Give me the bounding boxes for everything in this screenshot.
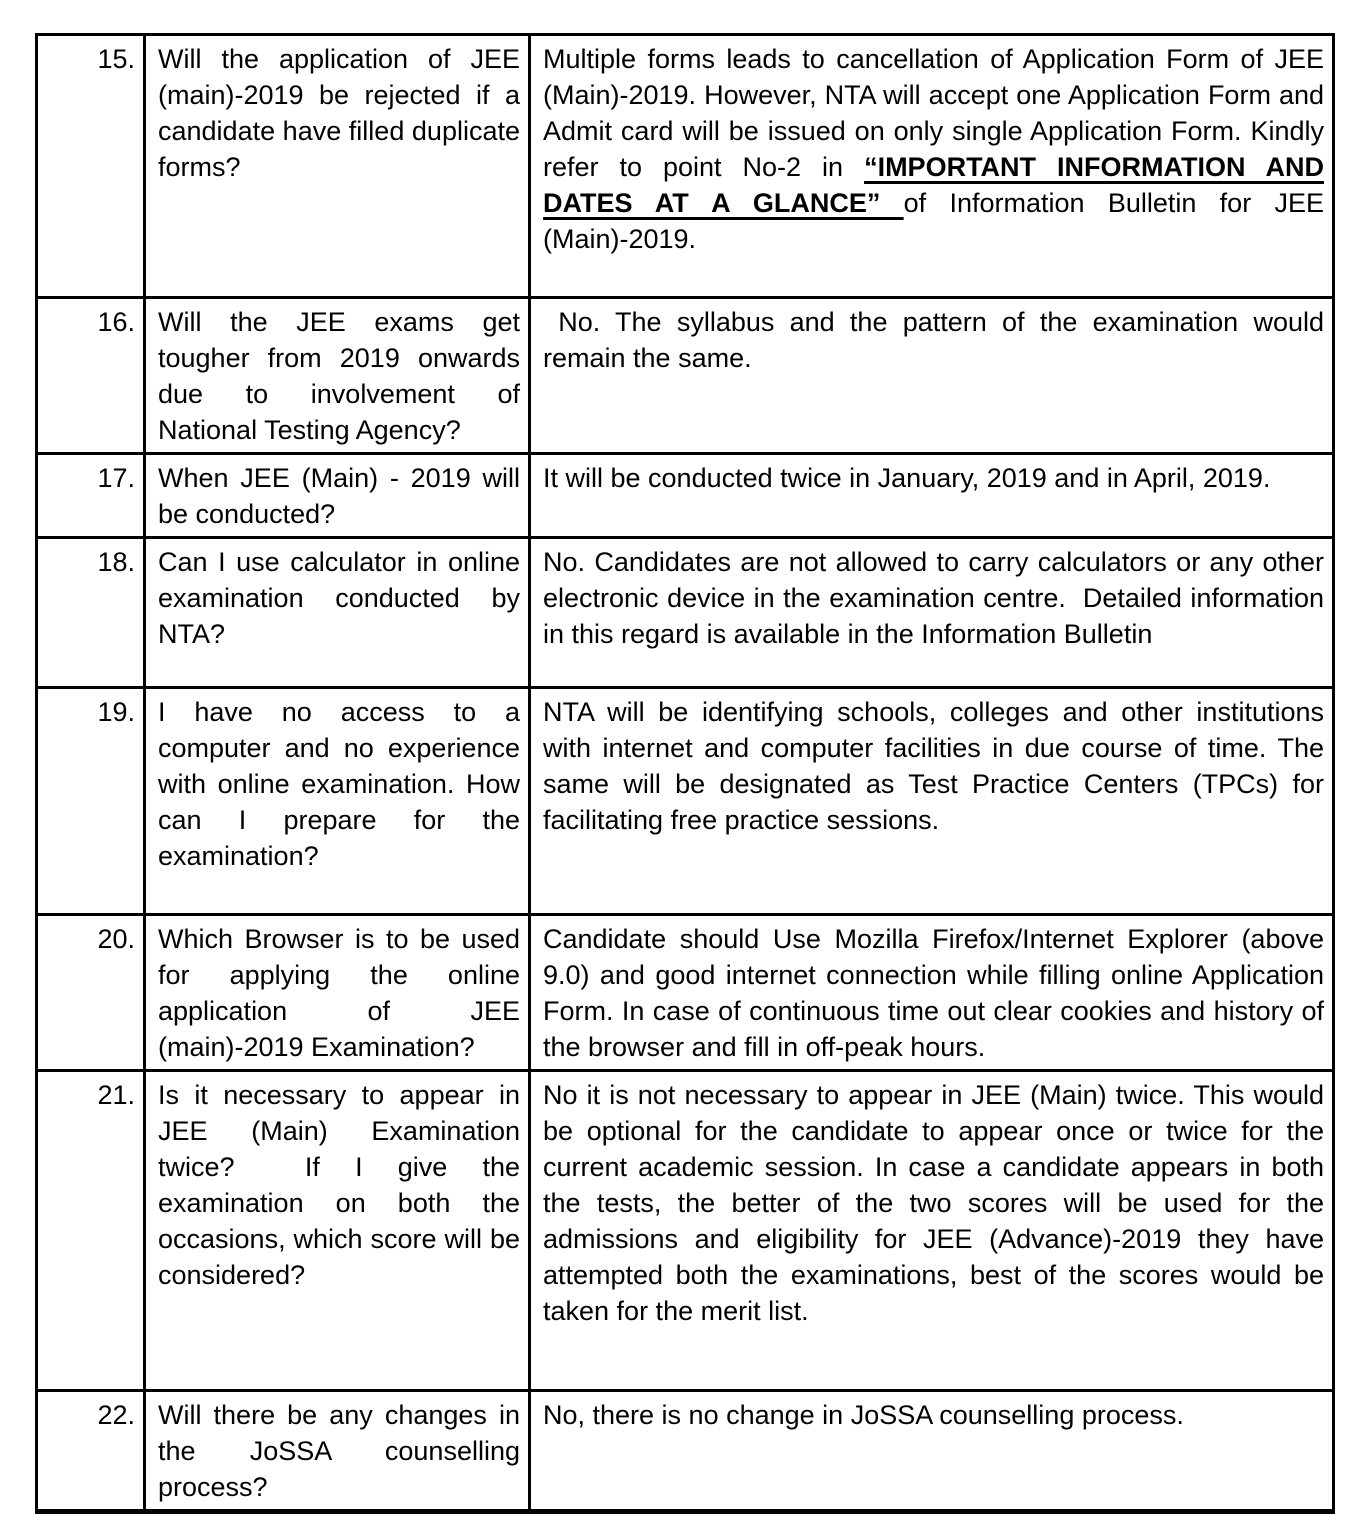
answer-cell (530, 1071, 1334, 1391)
answer-cell (530, 915, 1334, 1071)
cell-text: It will be conducted twice in January, 2019 and in April, 2019. (543, 463, 1271, 493)
row-number-cell: 20. (37, 915, 145, 1071)
cell-text: Is it necessary to appear in JEE (Main) Examination twice? If I give the examination on both the occasions, which score will be considered? (158, 1080, 520, 1290)
row-number-cell: 22. (37, 1391, 145, 1512)
table-row (37, 35, 1334, 298)
row-number-cell: 18. (37, 538, 145, 688)
answer-emphasis-text: “IMPORTANT INFORMATION AND DATES AT A GLANCE” (543, 152, 1324, 218)
row-number-cell: 15. (37, 35, 145, 298)
cell-text: No, there is no change in JoSSA counselling process. (543, 1400, 1184, 1430)
table-row (37, 1391, 1334, 1512)
answer-cell (530, 538, 1334, 688)
table-row (37, 298, 1334, 454)
row-number-cell: 17. (37, 454, 145, 538)
question-cell (145, 688, 530, 915)
cell-text: NTA will be identifying schools, colleges and other institutions with internet and computer facilities in due course of time. The same will be designated as Test Practice Centers (TPCs) for facilitating free practice sessions. (543, 697, 1324, 835)
cell-text: No. The syllabus and the pattern of the examination would remain the same. (543, 307, 1324, 373)
row-number-cell: 16. (37, 298, 145, 454)
answer-cell (530, 454, 1334, 538)
cell-text: Candidate should Use Mozilla Firefox/Internet Explorer (above 9.0) and good internet connection while filling online Application Form. In case of continuous time out clear cookies and history of the browser and fill in off-peak hours. (543, 924, 1324, 1062)
question-cell (145, 1071, 530, 1391)
cell-text: of Information Bulletin for JEE (Main)-2019. (543, 188, 1324, 254)
cell-text: Will there be any changes in the JoSSA counselling process? (158, 1400, 520, 1502)
row-number-cell: 19. (37, 688, 145, 915)
question-cell (145, 538, 530, 688)
table-row (37, 688, 1334, 915)
cell-text: When JEE (Main) - 2019 will be conducted? (158, 463, 520, 529)
question-cell (145, 1391, 530, 1512)
row-number-cell: 21. (37, 1071, 145, 1391)
question-cell (145, 915, 530, 1071)
table-row (37, 538, 1334, 688)
cell-text: Will the JEE exams get tougher from 2019 onwards due to involvement of National Testing Agency? (158, 307, 520, 445)
answer-cell (530, 298, 1334, 454)
cell-text: Will the application of JEE (main)-2019 be rejected if a candidate have filled duplicate forms? (158, 44, 520, 182)
question-cell (145, 454, 530, 538)
cell-text: No. Candidates are not allowed to carry calculators or any other electronic device in the examination centre. Detailed information in this regard is available in the Information Bulletin (543, 547, 1324, 649)
answer-cell (530, 688, 1334, 915)
table-row (37, 454, 1334, 538)
faq-table (35, 33, 1335, 1514)
cell-text: I have no access to a computer and no experience with online examination. How can I prepare for the examination? (158, 697, 520, 871)
question-cell (145, 35, 530, 298)
question-cell (145, 298, 530, 454)
cell-text: No it is not necessary to appear in JEE (Main) twice. This would be optional for the candidate to appear once or twice for the current academic session. In case a candidate appears in both the tests, the better of the two scores will be used for the admissions and eligibility for JEE (Advance)-2019 they have attempted both the examinations, best of the scores would be taken for the merit list. (543, 1080, 1324, 1326)
cell-text: Which Browser is to be used for applying the online application of JEE (main)-2019 Examination? (158, 924, 520, 1062)
cell-text: Can I use calculator in online examination conducted by NTA? (158, 547, 520, 649)
answer-cell (530, 35, 1334, 298)
cell-text: Multiple forms leads to cancellation of Application Form of JEE (Main)-2019. However, NTA will accept one Application Form and Admit card will be issued on only single Application Form. Kindly refer to point No-2 in (543, 44, 1324, 182)
table-row (37, 1071, 1334, 1391)
table-row (37, 915, 1334, 1071)
faq-table-body (37, 35, 1334, 1512)
answer-cell (530, 1391, 1334, 1512)
